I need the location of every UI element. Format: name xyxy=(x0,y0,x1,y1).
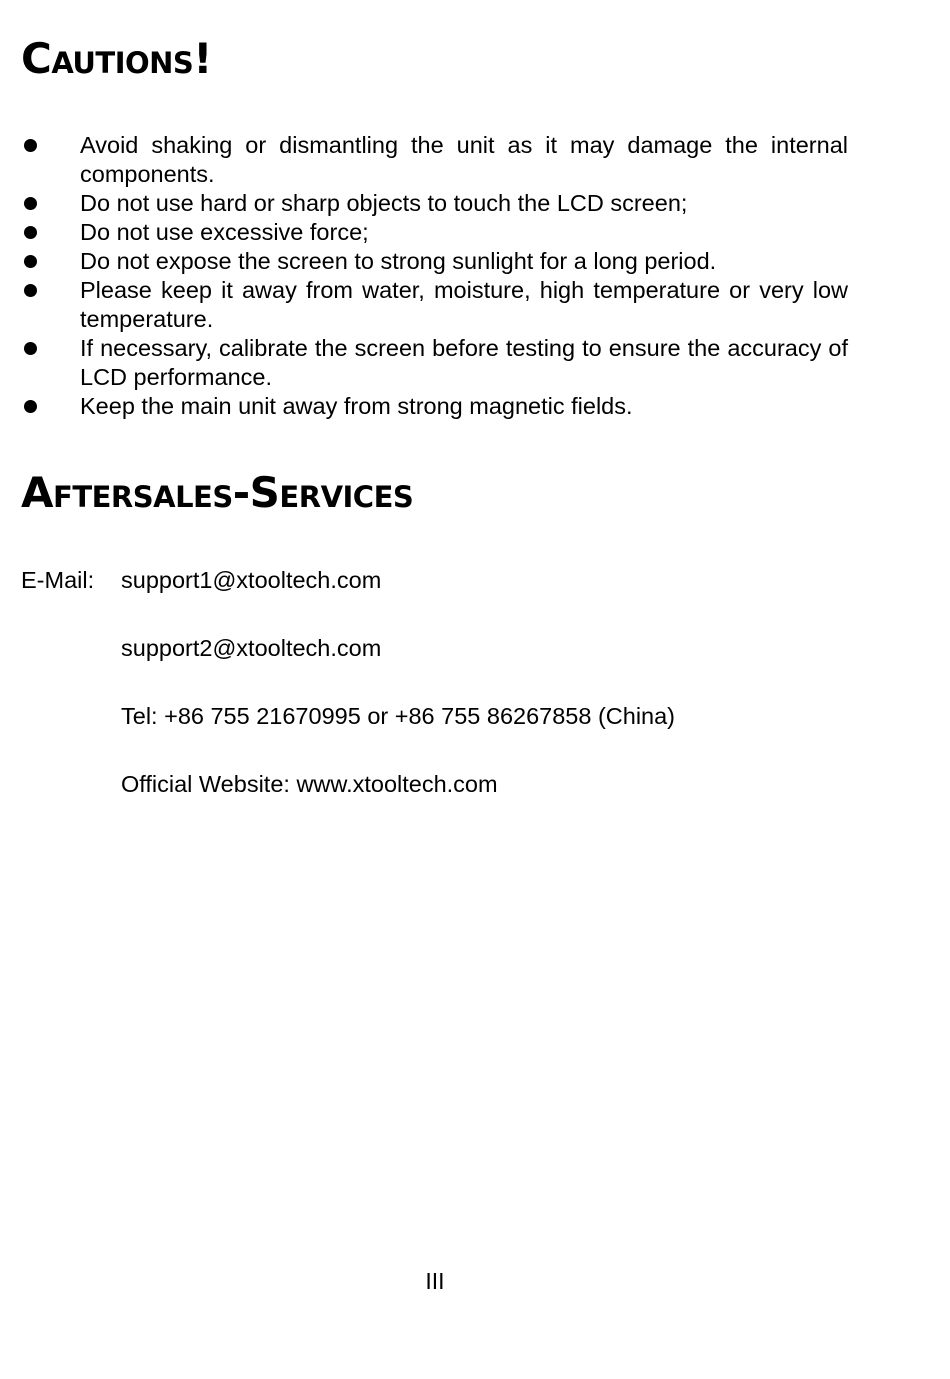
official-website: Official Website: www.xtooltech.com xyxy=(121,771,498,797)
cautions-heading: Cautions! xyxy=(21,34,212,83)
caution-text: Do not use excessive force; xyxy=(80,219,369,245)
email-2: support2@xtooltech.com xyxy=(121,635,382,661)
caution-text: If necessary, calibrate the screen before testing to ensure the accuracy of LCD performance. xyxy=(80,335,848,390)
bullet-icon xyxy=(24,400,37,413)
list-item xyxy=(0,131,848,189)
caution-text: Keep the main unit away from strong magnetic fields. xyxy=(80,393,633,419)
list-item xyxy=(0,247,848,276)
caution-text: Avoid shaking or dismantling the unit as it may damage the internal components. xyxy=(80,132,848,187)
page-number: III xyxy=(425,1268,445,1294)
list-item xyxy=(0,392,848,421)
bullet-icon xyxy=(24,342,37,355)
caution-text: Please keep it away from water, moisture, high temperature or very low temperature. xyxy=(80,277,848,332)
caution-text: Do not expose the screen to strong sunlight for a long period. xyxy=(80,248,717,274)
aftersales-heading: Aftersales-Services xyxy=(21,468,414,517)
bullet-icon xyxy=(24,255,37,268)
bullet-icon xyxy=(24,226,37,239)
caution-text: Do not use hard or sharp objects to touch the LCD screen; xyxy=(80,190,688,216)
list-item xyxy=(0,218,848,247)
list-item xyxy=(0,276,848,334)
bullet-icon xyxy=(24,197,37,210)
cautions-list xyxy=(0,131,950,421)
email-1: support1@xtooltech.com xyxy=(121,567,382,593)
bullet-icon xyxy=(24,139,37,152)
email-label: E-Mail: xyxy=(21,567,95,593)
list-item xyxy=(0,334,848,392)
list-item xyxy=(0,189,848,218)
telephone: Tel: +86 755 21670995 or +86 755 86267858 (China) xyxy=(121,703,676,729)
bullet-icon xyxy=(24,284,37,297)
